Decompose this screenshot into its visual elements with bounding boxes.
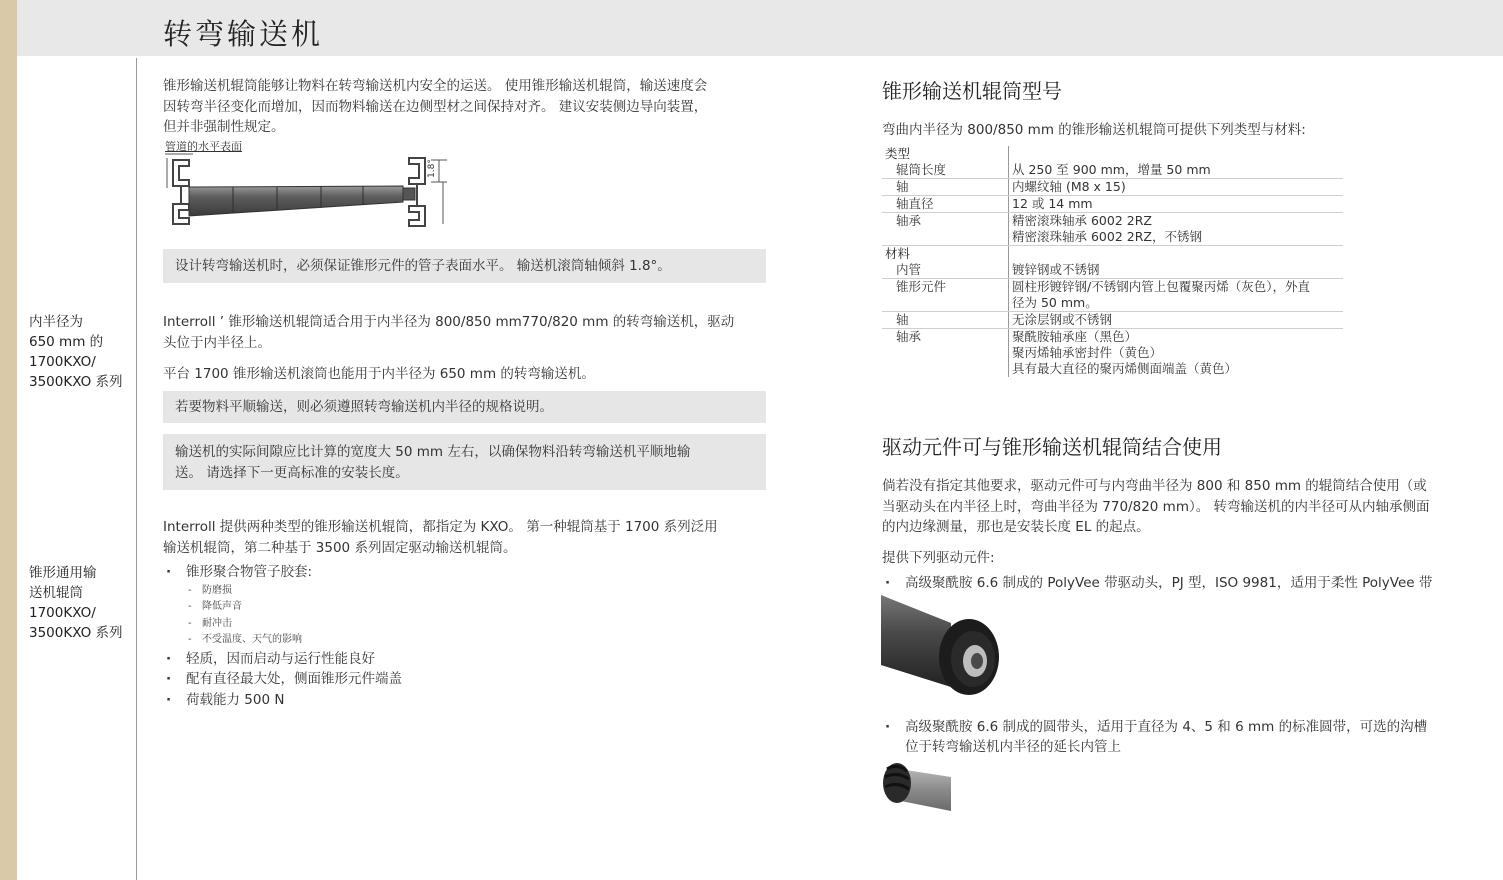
roller-drawing: [163, 138, 453, 228]
table-row: 辊筒长度 从 250 至 900 mm，增量 50 mm: [882, 162, 1343, 179]
drive-list-intro: 提供下列驱动元件:: [882, 550, 995, 566]
list-item: - 不受温度、天气的影响: [186, 632, 402, 649]
types-intro: 弯曲内半径为 800/850 mm 的锥形输送机辊筒可提供下列类型与材料:: [882, 122, 1306, 138]
list-item-polyvee: · 高级聚酰胺 6.6 制成的 PolyVee 带驱动头，PJ 型，ISO 9981，适用于柔性 PolyVee 带: [885, 573, 1432, 593]
diagram-label: 管道的水平表面: [165, 140, 242, 153]
table-row: 内管 镀锌钢或不锈钢: [882, 262, 1343, 279]
list-item: · 轻质，因而启动与运行性能良好: [166, 649, 402, 670]
table-row: 锥形元件 圆柱形镀锌钢/不锈钢内管上包覆聚丙烯（灰色），外直 径为 50 mm。: [882, 279, 1343, 312]
table-row: 类型: [882, 146, 1343, 162]
heading-drive-elements: 驱动元件可与锥形输送机辊筒结合使用: [882, 435, 1222, 459]
list-item: - 耐冲击: [186, 616, 402, 633]
note-radius-spec: 若要物料平顺输送，则必须遵照转弯输送机内半径的规格说明。: [163, 391, 766, 423]
table-row: 轴承 精密滚珠轴承 6002 2RZ 精密滚珠轴承 6002 2RZ，不锈钢: [882, 213, 1343, 246]
note-clearance: 输送机的实际间隙应比计算的宽度大 50 mm 左右，以确保物料沿转弯输送机平顺地输 送。 请选择下一更高标准的安装长度。: [163, 434, 766, 490]
inner-radius-paragraph: Interroll ’ 锥形输送机辊筒适合用于内半径为 800/850 mm770/820 mm 的转弯输送机，驱动 头位于内半径上。: [163, 314, 735, 351]
feature-list: [166, 562, 402, 710]
list-item: - 降低声音: [186, 599, 402, 616]
table-row: 轴 内螺纹轴 (M8 x 15): [882, 179, 1343, 196]
heading-roller-types: 锥形输送机辊筒型号: [882, 79, 1062, 103]
intro-paragraph: 锥形输送机辊筒能够让物料在转弯输送机内安全的运送。 使用锥形输送机辊筒，输送速度会 因转弯半径变化而增加，因而物料输送在边侧型材之间保持对齐。 建议安装侧边导向装置， 但并非强制性规定。: [163, 78, 708, 135]
side-label-inner-radius: 内半径为 650 mm 的 1700KXO/ 3500KXO 系列: [29, 314, 123, 390]
page-title: 转弯输送机: [163, 17, 324, 51]
round-belt-head-image: [881, 759, 951, 811]
platform-paragraph: 平台 1700 锥形输送机滚筒也能用于内半径为 650 mm 的转弯输送机。: [163, 366, 595, 382]
table-row: 轴 无涂层钢或不锈钢: [882, 312, 1343, 329]
list-item: · 锥形聚合物管子胶套: - 防磨损 - 降低声音 - 耐冲击 - 不受温度、天气的影响: [166, 562, 402, 649]
note-horizontal-surface: 设计转弯输送机时，必须保证锥形元件的管子表面水平。 输送机滚筒轴倾斜 1.8°。: [163, 249, 766, 283]
list-item-round-belt: · 高级聚酰胺 6.6 制成的圆带头，适用于直径为 4、5 和 6 mm 的标准圆带，可选的沟槽 位于转弯输送机内半径的延长内管上: [885, 717, 1427, 757]
table-row: 轴直径 12 或 14 mm: [882, 196, 1343, 213]
roller-diagram: [163, 138, 453, 228]
list-item: · 配有直径最大处，侧面锥形元件端盖: [166, 669, 402, 690]
spec-table: [882, 146, 1343, 377]
drive-paragraph: 倘若没有指定其他要求，驱动元件可与内弯曲半径为 800 和 850 mm 的辊筒结合使用（或 当驱动头在内半径上时，弯曲半径为 770/820 mm）。 转弯输送机的内半径可从内轴承侧面 的内边缘测量，那也是安装长度 EL 的起点。: [882, 478, 1430, 535]
column-divider: [136, 58, 137, 880]
accent-strip: [0, 0, 17, 880]
angle-label: 1.8°: [427, 159, 437, 178]
list-item: - 防磨损: [186, 583, 402, 600]
table-row: 材料: [882, 246, 1343, 263]
table-row: 轴承 聚酰胺轴承座（黑色） 聚丙烯轴承密封件（黄色） 具有最大直径的聚丙烯侧面端盖（黄色）: [882, 329, 1343, 378]
sub-feature-list: [186, 583, 402, 649]
types-paragraph: Interroll 提供两种类型的锥形输送机辊筒，都指定为 KXO。 第一种辊筒基于 1700 系列泛用 输送机辊筒，第二种基于 3500 系列固定驱动输送机辊筒。: [163, 519, 718, 556]
side-label-universal: 锥形通用输 送机辊筒 1700KXO/ 3500KXO 系列: [29, 565, 123, 641]
list-item: · 荷载能力 500 N: [166, 690, 402, 711]
polyvee-drive-head-image: [881, 595, 999, 701]
